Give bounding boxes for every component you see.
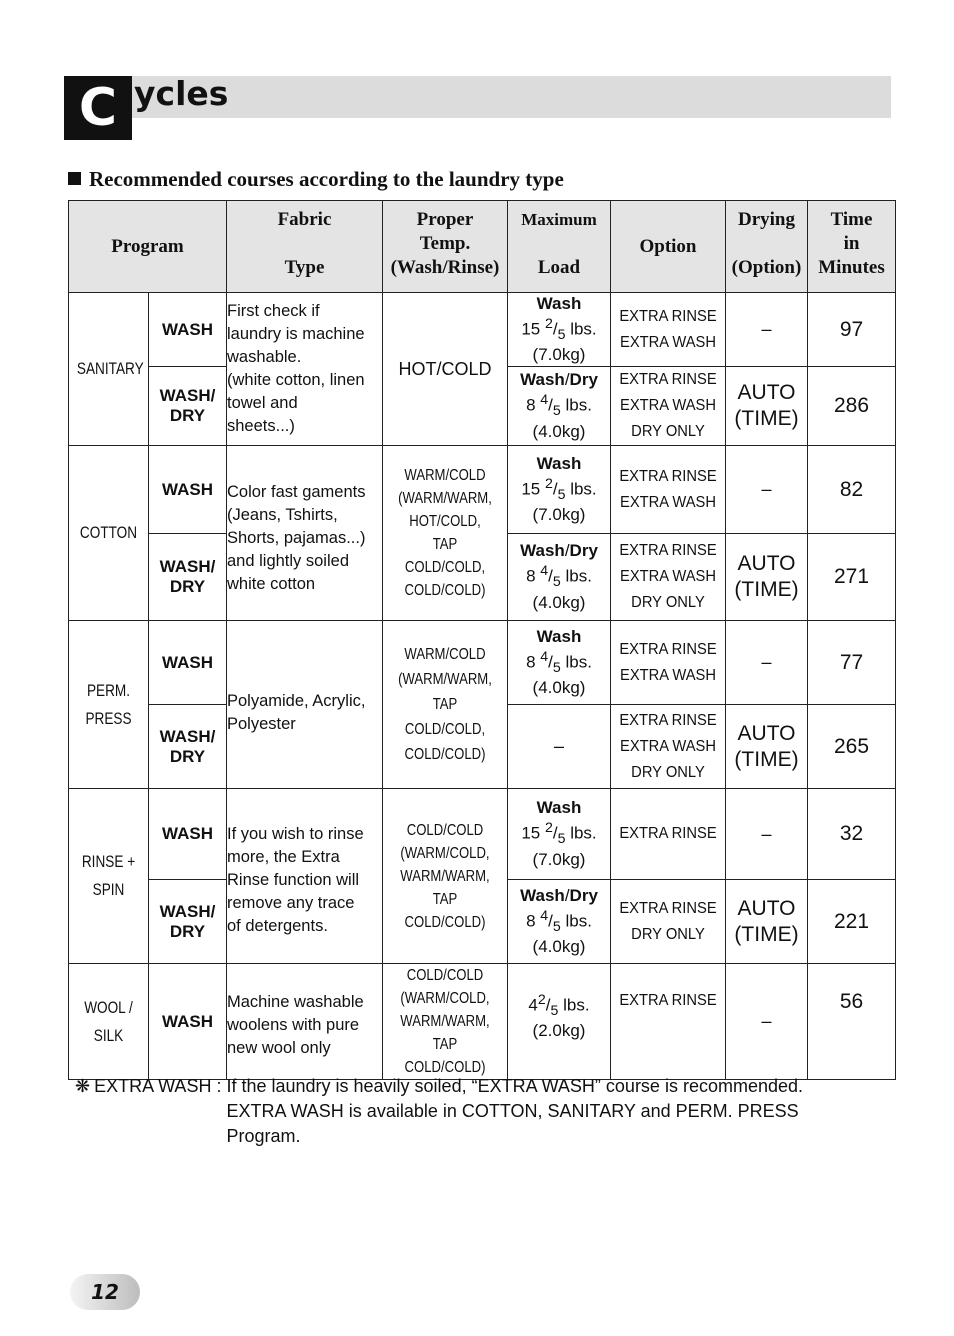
table-row	[69, 293, 896, 367]
load-unit: lbs.	[560, 652, 592, 672]
fabric-line: of detergents.	[227, 916, 328, 935]
mode-cell	[149, 534, 227, 621]
note-line: If the laundry is heavily soiled, “EXTRA WASH” course is recommended.	[226, 1076, 804, 1096]
square-bullet-icon	[68, 172, 81, 185]
temp-list	[394, 819, 496, 934]
mode-label	[149, 902, 226, 942]
time-value: 265	[833, 734, 870, 758]
note-text	[226, 1074, 878, 1149]
drying-cell	[726, 621, 808, 705]
load-cell	[508, 367, 611, 446]
load-title: Wash	[536, 798, 582, 818]
temp-cell	[383, 789, 508, 964]
time-cell	[808, 880, 896, 964]
time-cell	[808, 534, 896, 621]
header-line: Time	[830, 209, 873, 230]
time-value: 286	[833, 394, 870, 417]
temp-line: HOT/COLD	[398, 358, 492, 379]
option-list	[616, 637, 721, 689]
option-list	[616, 538, 721, 616]
load-unit: lbs.	[565, 479, 597, 499]
time-value: 82	[839, 477, 864, 501]
option-item: EXTRA WASH	[620, 568, 716, 585]
header-line: Load	[537, 257, 581, 278]
header-line: Minutes	[818, 257, 885, 278]
option-cell	[611, 534, 726, 621]
column-header-program: Program	[69, 201, 227, 293]
fabric-line: (white cotton, linen	[227, 371, 365, 389]
drying-cell	[726, 964, 808, 1080]
load-kg: (4.0kg)	[532, 592, 586, 612]
load-denominator: 5	[552, 919, 561, 936]
mode-label: WASH	[162, 319, 213, 339]
load-numerator: 4	[540, 563, 549, 580]
option-item: EXTRA WASH	[620, 737, 716, 755]
load-numerator: 2	[544, 820, 553, 837]
asterisk-icon: ❋	[75, 1076, 91, 1096]
drying-line: (TIME)	[734, 578, 799, 601]
table-row	[69, 964, 896, 1080]
mode-cell	[149, 880, 227, 964]
time-cell	[808, 367, 896, 446]
fabric-line: washable.	[227, 348, 302, 366]
option-cell	[611, 446, 726, 534]
option-item: DRY ONLY	[631, 594, 705, 611]
load-denominator: 5	[557, 831, 566, 848]
temp-line: (WARM/WARM,	[398, 671, 492, 688]
section-heading	[68, 167, 564, 192]
column-header-temp	[383, 201, 508, 293]
load-cell	[508, 705, 611, 789]
program-cell	[69, 621, 149, 789]
program-line: RINSE +	[81, 852, 136, 871]
load-title: Wash	[536, 626, 582, 646]
option-cell	[611, 964, 726, 1080]
option-cell	[611, 621, 726, 705]
fabric-cell	[227, 964, 383, 1080]
load-denominator: 5	[552, 660, 561, 677]
option-item: EXTRA WASH	[620, 493, 716, 511]
mode-cell	[149, 293, 227, 367]
header-line: Proper	[416, 209, 474, 230]
fabric-line: Machine washable	[227, 993, 364, 1011]
option-list	[616, 304, 721, 356]
mode-line: WASH/	[159, 726, 216, 746]
load-whole: 4	[528, 995, 538, 1015]
drying-cell	[726, 534, 808, 621]
load-denominator: 5	[552, 574, 561, 591]
option-item: EXTRA WASH	[620, 666, 716, 684]
option-cell	[611, 705, 726, 789]
option-item: EXTRA WASH	[620, 333, 716, 351]
program-line: SPIN	[92, 880, 125, 899]
load-kg: (4.0kg)	[532, 678, 586, 698]
option-list	[616, 821, 721, 847]
header-line: Maximum	[521, 210, 597, 229]
fabric-line: Rinse function will	[227, 870, 360, 889]
temp-list	[394, 464, 496, 602]
load-unit: lbs.	[560, 396, 592, 416]
option-item: EXTRA RINSE	[619, 825, 717, 842]
load-kg: (4.0kg)	[532, 937, 586, 957]
fabric-line: Shorts, pajamas...)	[227, 528, 366, 547]
fabric-line: towel and	[227, 394, 298, 412]
fabric-line: new wool only	[227, 1039, 331, 1057]
time-value: 56	[839, 990, 864, 1013]
program-cell	[69, 446, 149, 621]
drying-value	[726, 551, 807, 603]
fabric-line: (Jeans, Tshirts,	[227, 505, 338, 524]
drying-line: AUTO	[737, 381, 796, 404]
column-header-time	[808, 201, 896, 293]
option-item: DRY ONLY	[631, 423, 705, 440]
page-title: ycles	[134, 74, 229, 113]
option-list	[616, 988, 721, 1014]
option-list	[616, 708, 721, 786]
load-whole: 8	[526, 911, 541, 931]
temp-line: COLD/COLD	[406, 967, 484, 984]
table-row	[69, 621, 896, 705]
extra-wash-note	[75, 1074, 878, 1149]
load-cell	[508, 789, 611, 880]
time-cell	[808, 293, 896, 367]
load-value: Wash 15 $^2/_5$ lbs. (7.0kg)	[521, 453, 597, 525]
load-numerator: 2	[544, 315, 553, 332]
temp-line: HOT/COLD,	[409, 513, 481, 530]
temp-line: TAP COLD/COLD)	[404, 1036, 486, 1076]
load-unit: lbs.	[565, 319, 597, 339]
fabric-cell	[227, 621, 383, 789]
load-whole: 8	[526, 396, 541, 416]
load-denominator: 5	[557, 327, 566, 344]
mode-line: DRY	[169, 921, 206, 941]
temp-line: (WARM/WARM,	[398, 490, 492, 507]
option-item: EXTRA RINSE	[619, 542, 717, 559]
header-line: (Option)	[731, 257, 802, 278]
drying-value: –	[761, 479, 772, 499]
program-name	[77, 994, 140, 1050]
time-cell	[808, 705, 896, 789]
load-numerator: 2	[537, 992, 546, 1008]
program-name	[77, 848, 140, 904]
load-value: Wash 15 $^2/_5$ lbs. (7.0kg)	[521, 798, 597, 869]
section-heading-text: Recommended courses according to the laundry type	[89, 167, 564, 191]
table-row	[69, 789, 896, 880]
temp-list	[394, 964, 496, 1079]
temp-cell	[383, 446, 508, 621]
option-list	[616, 367, 721, 445]
option-item: EXTRA RINSE	[619, 711, 717, 729]
option-cell	[611, 293, 726, 367]
load-numerator: 4	[540, 648, 549, 665]
load-numerator: 4	[540, 907, 549, 924]
temp-line: WARM/COLD	[404, 646, 486, 663]
load-kg: (7.0kg)	[532, 849, 586, 869]
mode-cell	[149, 964, 227, 1080]
load-title: Dry	[569, 885, 598, 905]
header-line: Temp.	[419, 233, 471, 254]
temp-line: COLD/COLD	[406, 821, 484, 839]
temp-line: TAP COLD/COLD,	[404, 536, 486, 576]
temp-line: COLD/COLD)	[404, 582, 486, 599]
fabric-line: and lightly soiled	[227, 551, 349, 570]
temp-line: (WARM/COLD,	[400, 844, 490, 862]
drying-cell	[726, 293, 808, 367]
load-title-sep: /	[564, 541, 570, 561]
drying-value: –	[761, 652, 772, 672]
temp-line: (WARM/COLD,	[400, 990, 490, 1007]
time-value: 271	[833, 565, 870, 588]
program-line: PERM.	[86, 680, 131, 700]
header-line: Fabric	[277, 209, 332, 230]
cycles-table	[68, 200, 896, 1080]
option-item: EXTRA RINSE	[619, 992, 717, 1009]
mode-cell	[149, 367, 227, 446]
load-title-sep: /	[564, 885, 570, 905]
load-unit: lbs.	[565, 824, 597, 844]
drying-cell	[726, 705, 808, 789]
mode-label	[149, 727, 226, 767]
fabric-line: woolens with pure	[227, 1016, 360, 1034]
load-title-sep: /	[564, 370, 570, 390]
fabric-line: Color fast gaments	[227, 482, 366, 501]
time-cell	[808, 789, 896, 880]
drying-value	[726, 896, 807, 948]
time-cell	[808, 446, 896, 534]
time-value: 77	[839, 650, 864, 674]
load-cell	[508, 446, 611, 534]
option-cell	[611, 789, 726, 880]
fabric-line: remove any trace	[227, 893, 355, 912]
load-kg: (7.0kg)	[532, 345, 586, 365]
load-cell	[508, 621, 611, 705]
drying-line: AUTO	[737, 552, 796, 575]
load-numerator: 4	[540, 392, 549, 409]
temp-line: WARM/WARM,	[400, 867, 490, 885]
fabric-cell	[227, 789, 383, 964]
column-header-load	[508, 201, 611, 293]
temp-line: TAP COLD/COLD,	[404, 696, 486, 738]
drying-line: (TIME)	[734, 407, 799, 430]
table-row	[69, 446, 896, 534]
mode-line: WASH/	[159, 557, 216, 576]
note-label: EXTRA WASH :	[94, 1076, 227, 1096]
load-denominator: 5	[557, 487, 566, 504]
drying-cell	[726, 446, 808, 534]
temp-line: COLD/COLD)	[404, 746, 486, 763]
time-cell	[808, 621, 896, 705]
program-name: SANITARY	[76, 359, 144, 378]
fabric-line: sheets...)	[227, 417, 295, 435]
program-name: COTTON	[79, 523, 138, 542]
header-initial-letter: C	[64, 76, 132, 140]
drying-line: (TIME)	[734, 747, 799, 771]
load-value: –	[553, 736, 564, 756]
drying-cell	[726, 880, 808, 964]
drying-line: (TIME)	[734, 922, 799, 946]
fabric-line: white cotton	[227, 574, 316, 593]
load-cell	[508, 534, 611, 621]
program-line: WOOL /	[84, 997, 133, 1017]
option-item: EXTRA RINSE	[619, 467, 717, 485]
mode-label: WASH	[162, 652, 213, 672]
fabric-cell	[227, 293, 383, 446]
load-value: Wash/Dry 8 $^4/_5$ lbs. (4.0kg)	[520, 885, 598, 957]
mode-line: DRY	[169, 406, 206, 425]
load-whole: 15	[521, 319, 545, 339]
option-list	[616, 896, 721, 948]
column-header-option: Option	[611, 201, 726, 293]
load-cell	[508, 964, 611, 1080]
load-title: Wash	[520, 885, 565, 905]
option-list	[616, 464, 721, 516]
option-cell	[611, 880, 726, 964]
column-header-fabric	[227, 201, 383, 293]
header-line: Type	[284, 257, 325, 278]
drying-cell	[726, 367, 808, 446]
option-item: EXTRA RINSE	[619, 899, 717, 917]
note-line: EXTRA WASH is available in COTTON, SANITARY and PERM. PRESS	[226, 1101, 799, 1121]
drying-cell	[726, 789, 808, 880]
mode-cell	[149, 789, 227, 880]
load-unit: lbs.	[560, 911, 592, 931]
option-item: DRY ONLY	[631, 925, 705, 943]
load-denominator: 5	[552, 403, 561, 420]
load-title: Dry	[569, 541, 598, 561]
program-name	[77, 677, 140, 733]
mode-cell	[149, 621, 227, 705]
temp-line: TAP COLD/COLD)	[404, 890, 486, 931]
load-cell	[508, 293, 611, 367]
mode-label	[149, 557, 226, 597]
fabric-line: more, the Extra	[227, 847, 340, 866]
option-item: EXTRA RINSE	[619, 640, 717, 658]
temp-line: WARM/COLD	[404, 467, 486, 484]
drying-line: AUTO	[737, 721, 796, 745]
program-line: PRESS	[85, 708, 132, 728]
option-item: EXTRA RINSE	[619, 371, 717, 388]
load-value: Wash 15 $^2/_5$ lbs. (7.0kg)	[521, 293, 597, 365]
mode-label: WASH	[162, 479, 213, 499]
option-item: EXTRA RINSE	[619, 307, 717, 325]
load-title: Wash	[536, 293, 582, 313]
temp-cell	[383, 621, 508, 789]
drying-value	[726, 380, 807, 432]
load-value: Wash/Dry 8 $^4/_5$ lbs. (4.0kg)	[520, 370, 598, 441]
note-line: Program.	[226, 1126, 301, 1146]
load-kg: (2.0kg)	[532, 1021, 586, 1041]
load-title: Wash	[520, 370, 565, 390]
load-unit: lbs.	[558, 995, 590, 1015]
load-value: Wash/Dry 8 $^4/_5$ lbs. (4.0kg)	[520, 541, 598, 612]
option-item: EXTRA WASH	[620, 397, 716, 414]
mode-label	[149, 386, 226, 426]
fabric-line: Polyamide, Acrylic,	[227, 691, 366, 710]
drying-value	[726, 721, 807, 773]
mode-cell	[149, 705, 227, 789]
temp-cell	[383, 964, 508, 1080]
header-line: Drying	[738, 209, 795, 230]
drying-value: –	[761, 1011, 772, 1031]
load-cell	[508, 880, 611, 964]
time-cell	[808, 964, 896, 1080]
mode-cell	[149, 446, 227, 534]
load-kg: (4.0kg)	[532, 421, 586, 441]
temp-list	[394, 642, 496, 767]
fabric-cell	[227, 446, 383, 621]
load-value: $4^2/_5$ lbs. (2.0kg)	[528, 992, 590, 1041]
column-header-drying	[726, 201, 808, 293]
time-value: 32	[839, 822, 864, 845]
temp-cell	[383, 293, 508, 446]
drying-line: AUTO	[737, 896, 796, 920]
time-value: 97	[839, 317, 864, 341]
note-row	[75, 1074, 878, 1149]
mode-label: WASH	[162, 824, 213, 843]
table-header-row	[69, 201, 896, 293]
fabric-line: First check if	[227, 302, 320, 320]
drying-value: –	[761, 319, 772, 339]
load-whole: 8	[526, 652, 541, 672]
mode-line: DRY	[169, 746, 206, 766]
option-cell	[611, 367, 726, 446]
load-title: Dry	[569, 370, 598, 390]
header-line: in	[843, 233, 860, 254]
program-line: SILK	[93, 1025, 124, 1045]
temp-line: WARM/WARM,	[400, 1013, 490, 1030]
load-denominator: 5	[550, 1003, 559, 1020]
fabric-line: If you wish to rinse	[227, 824, 364, 843]
mode-line: DRY	[169, 577, 206, 596]
page-number: 12	[70, 1274, 140, 1310]
mode-line: WASH/	[159, 386, 216, 405]
option-item: DRY ONLY	[631, 763, 705, 781]
header-line: (Wash/Rinse)	[390, 257, 500, 278]
mode-line: WASH/	[159, 901, 216, 921]
program-cell	[69, 293, 149, 446]
fabric-line: Polyester	[227, 714, 296, 733]
fabric-line: laundry is machine	[227, 325, 365, 343]
time-value: 221	[833, 909, 870, 933]
mode-label: WASH	[162, 1011, 213, 1031]
load-whole: 15	[521, 479, 545, 499]
load-kg: (7.0kg)	[532, 505, 586, 525]
load-unit: lbs.	[560, 567, 592, 587]
drying-value: –	[761, 823, 772, 844]
load-title: Wash	[536, 453, 582, 473]
load-title: Wash	[520, 541, 565, 561]
load-numerator: 2	[544, 475, 553, 492]
load-whole: 15	[521, 824, 545, 844]
load-whole: 8	[526, 567, 541, 587]
load-value: Wash 8 $^4/_5$ lbs. (4.0kg)	[526, 626, 592, 698]
program-cell	[69, 789, 149, 964]
program-cell	[69, 964, 149, 1080]
